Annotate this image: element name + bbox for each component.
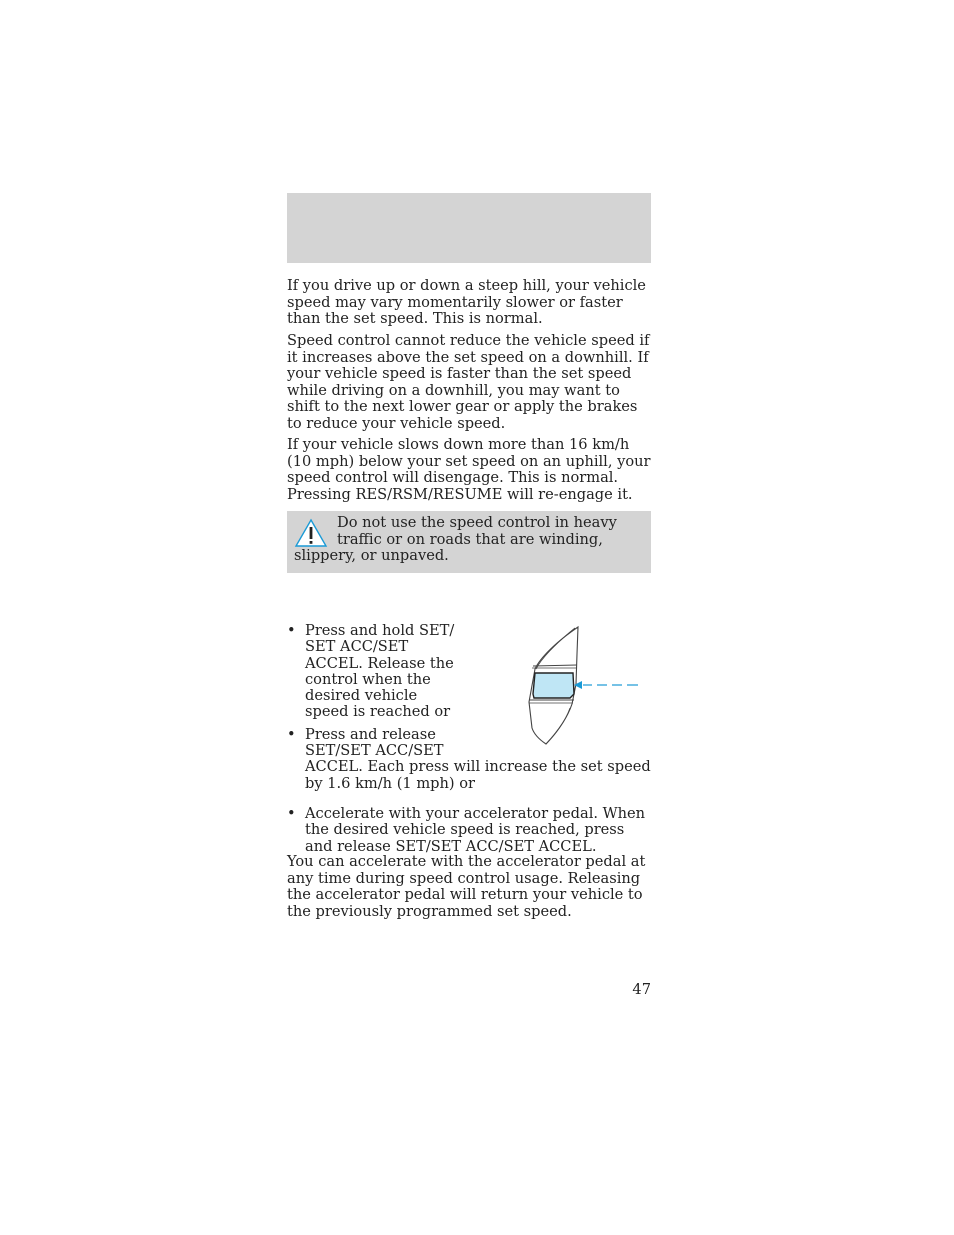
bullet-marker: • [287,725,296,743]
paragraph-accelerate-note: You can accelerate with the accelerator pedal at any time during speed control usage. Releasing the accelerator pedal will return your vehicle to the previously programmed set speed. [287,853,646,920]
page-number: 47 [632,981,651,998]
bullet-text-release-part1: Press and release SET/SET ACC/SET [305,725,444,760]
paragraph-hill: If you drive up or down a steep hill, your vehicle speed may vary momentarily slower or faster than the set speed. This is normal. [287,277,646,327]
paragraph-downhill: Speed control cannot reduce the vehicle speed if it increases above the set speed on a downhill. If your vehicle speed is faster than the set speed while driving on a downhill, you may want to shift to the next lower gear or apply the brakes to reduce your vehicle speed. [287,332,650,432]
section-header-band [287,193,651,263]
warning-box [287,511,651,573]
speed-control-set-button-diagram [526,624,644,746]
warning-text: Do not use the speed control in heavy traffic or on roads that are winding, slippery, or unpaved. [294,514,617,564]
bullet-item-hold [287,623,465,721]
bullet-text-hold: Press and hold SET/ SET ACC/SET ACCEL. Release the control when the desired vehicle speed is reached or [305,622,455,721]
bullet-text-pedal: Accelerate with your accelerator pedal. When the desired vehicle speed is reached, press and release SET/SET ACC/SET ACCEL. [305,804,646,855]
bullet-marker: • [287,804,296,822]
paragraph-uphill: If your vehicle slows down more than 16 km/h (10 mph) below your set speed on an uphill, your speed control will disengage. This is normal. Pressing RES/RSM/RESUME will re-engage it. [287,436,651,503]
bullet-item-pedal [287,806,651,855]
warning-triangle-icon [294,518,328,548]
bullet-text-release-part2: ACCEL. Each press will increase the set speed by 1.6 km/h (1 mph) or [305,758,651,792]
bullet-marker: • [287,622,296,639]
